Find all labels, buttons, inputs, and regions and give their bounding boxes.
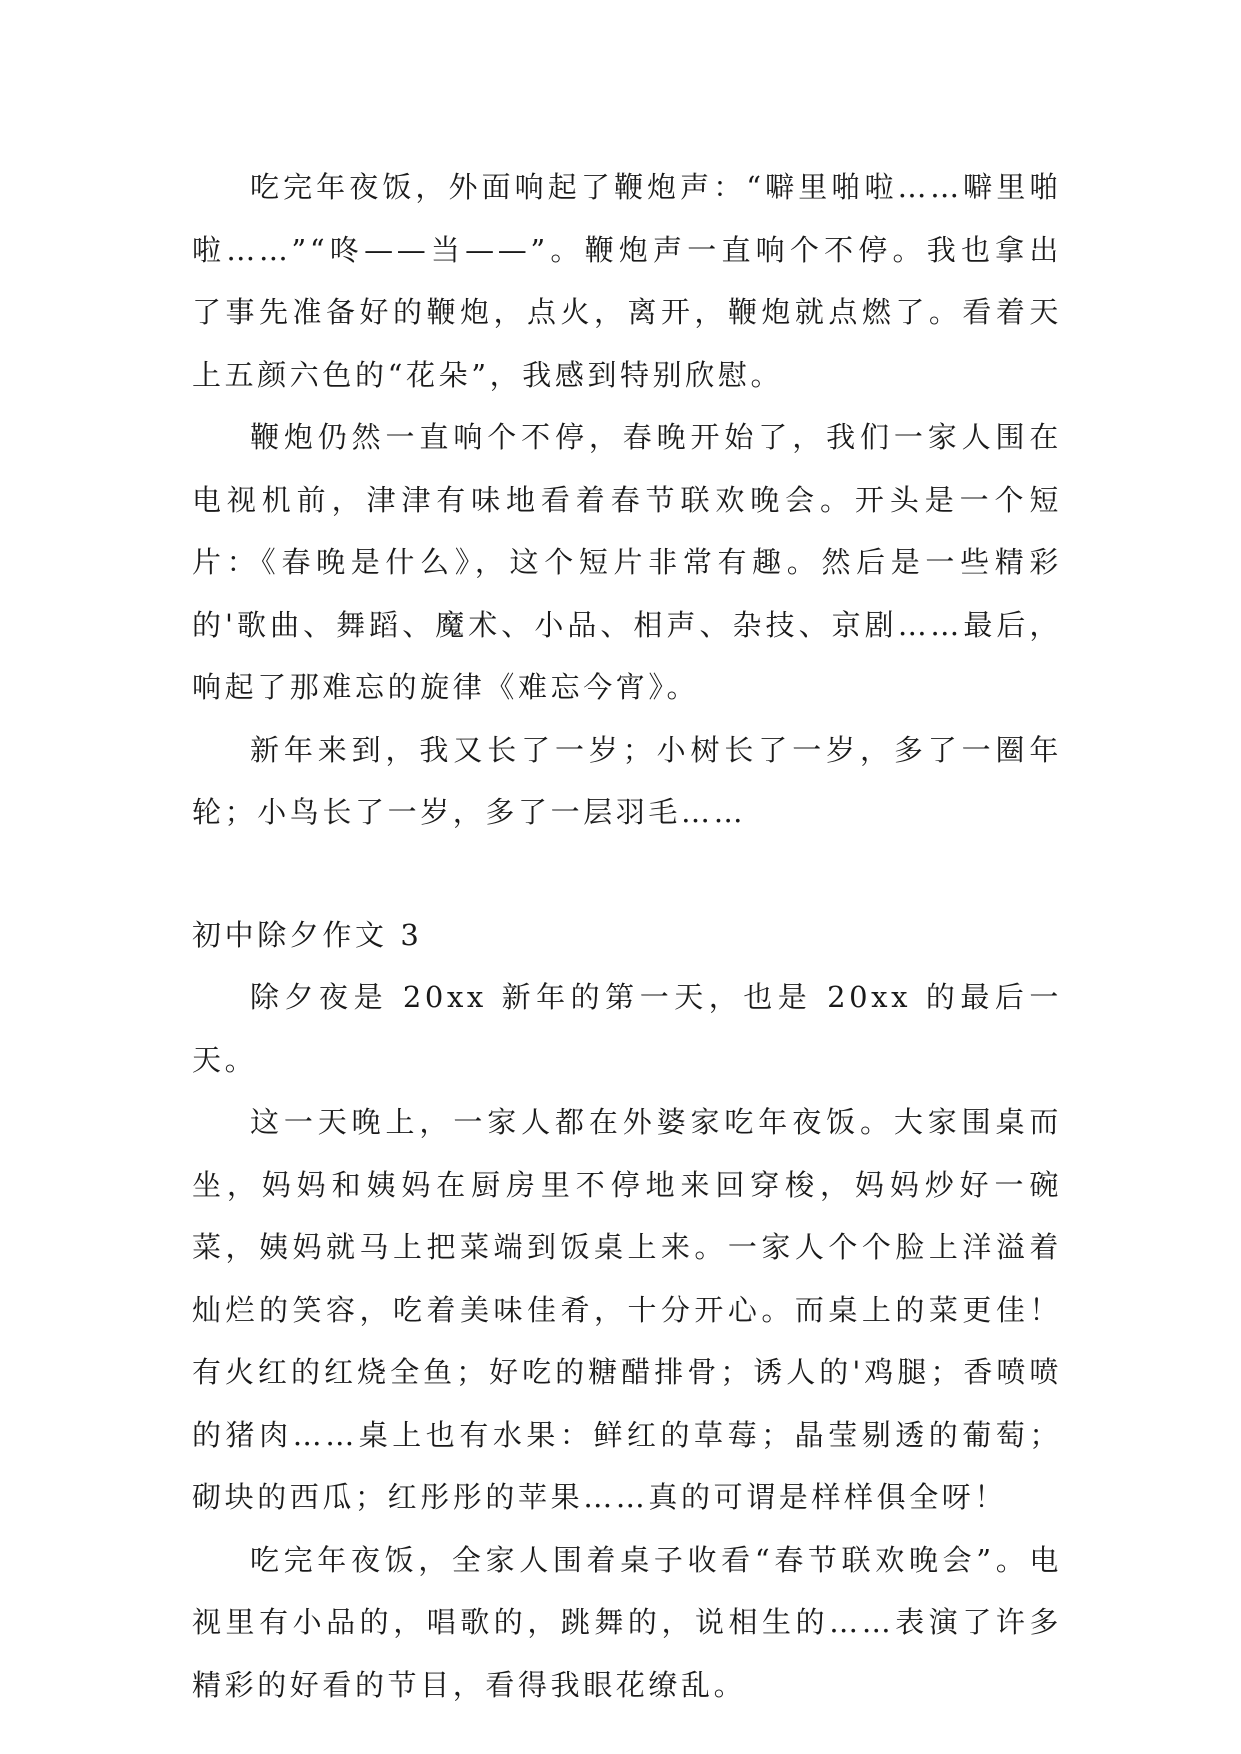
document-body — [192, 156, 1062, 1716]
paragraph-firecrackers: 吃完年夜饭，外面响起了鞭炮声：“噼里啪啦……噼里啪啦……”“咚——当——”。鞭炮声一直响个不停。我也拿出了事先准备好的鞭炮，点火，离开，鞭炮就点燃了。看着天上五颜六色的“花朵”，我感到特别欣慰。 — [192, 170, 1062, 392]
paragraph-new-year: 新年来到，我又长了一岁；小树长了一岁，多了一圈年轮；小鸟长了一岁，多了一层羽毛…… — [192, 732, 1062, 829]
paragraph-watching-gala: 吃完年夜饭，全家人围着桌子收看“春节联欢晚会”。电视里有小品的，唱歌的，跳舞的，说相生的……表演了许多精彩的好看的节目，看得我眼花缭乱。 — [192, 1542, 1062, 1702]
paragraph-new-year-eve: 除夕夜是 20xx 新年的第一天，也是 20xx 的最后一天。 — [192, 980, 1062, 1077]
paragraph-family-dinner: 这一天晚上，一家人都在外婆家吃年夜饭。大家围桌而坐，妈妈和姨妈在厨房里不停地来回穿梭，妈妈炒好一碗菜，姨妈就马上把菜端到饭桌上来。一家人个个脸上洋溢着灿烂的笑容，吃着美味佳肴，十分开心。而桌上的菜更佳！有火红的红烧全鱼；好吃的糖醋排骨；诱人的'鸡腿；香喷喷的猪肉……桌上也有水果：鲜红的草莓；晶莹剔透的葡萄；砌块的西瓜；红彤彤的苹果……真的可谓是样样俱全呀！ — [192, 1105, 1062, 1514]
paragraph-spring-gala: 鞭炮仍然一直响个不停，春晚开始了，我们一家人围在电视机前，津津有味地看着春节联欢晚会。开头是一个短片：《春晚是什么》，这个短片非常有趣。然后是一些精彩的'歌曲、舞蹈、魔术、小品、相声、杂技、京剧……最后，响起了那难忘的旋律《难忘今宵》。 — [192, 420, 1062, 704]
section-title: 初中除夕作文 3 — [192, 917, 423, 952]
